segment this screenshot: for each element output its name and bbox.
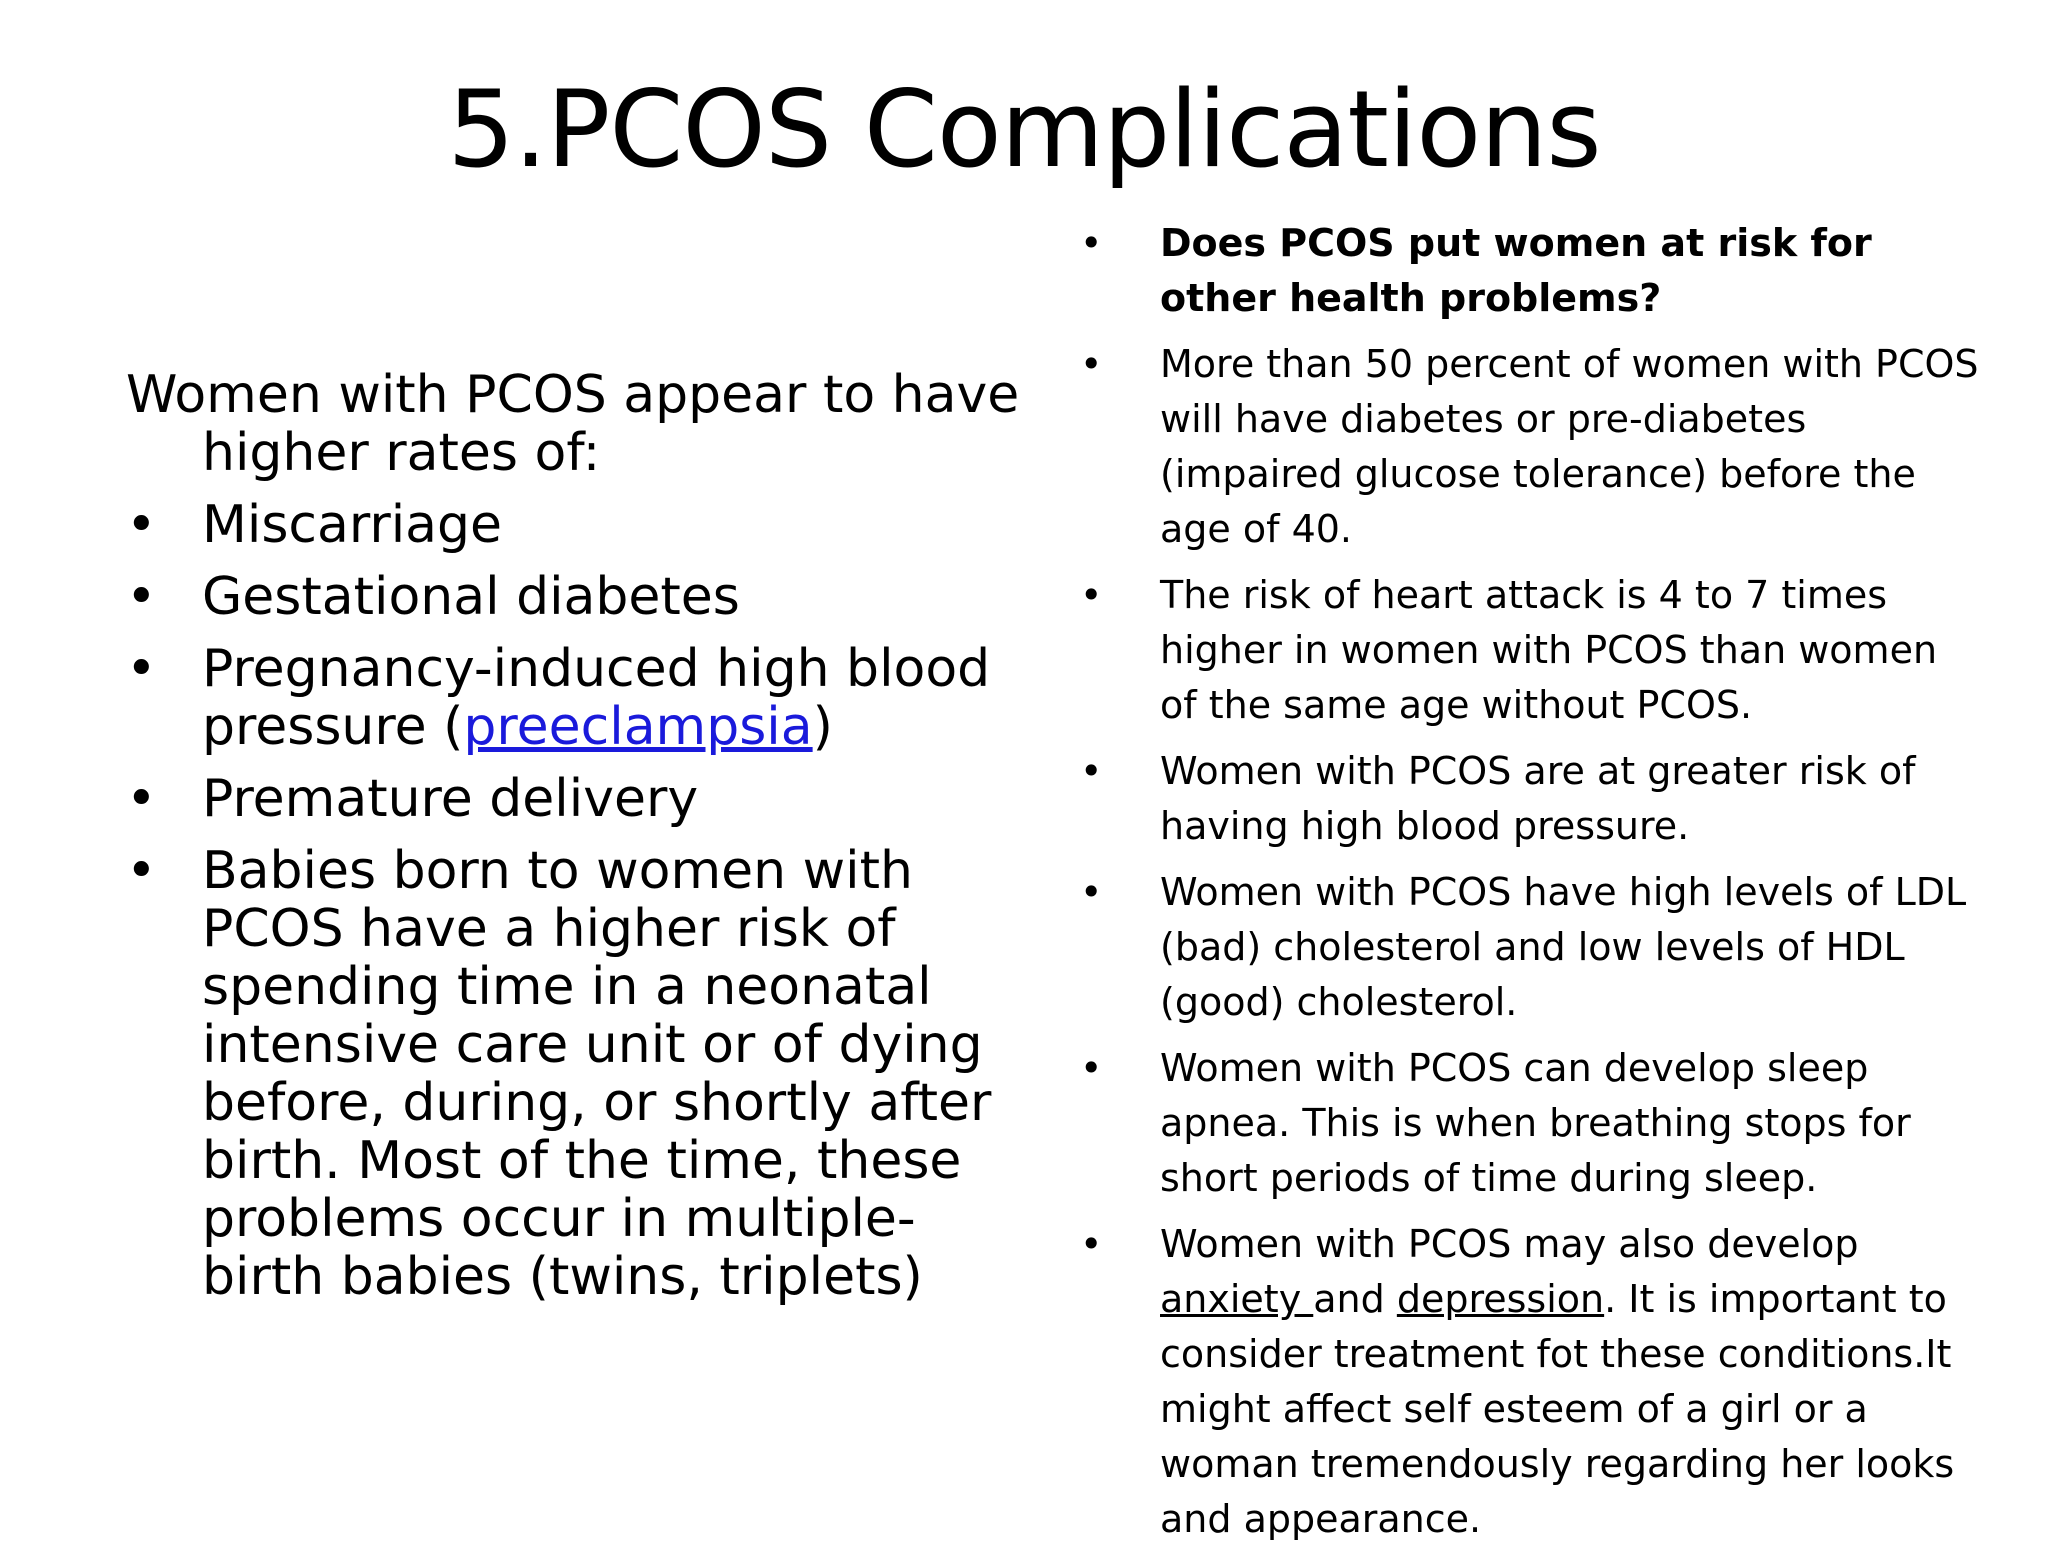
- question-text: Does PCOS put women at risk for other health problems?: [1160, 221, 1872, 320]
- list-item-question: [1080, 216, 1980, 326]
- right-column: [1080, 216, 1980, 1558]
- depression-link[interactable]: depression: [1396, 1277, 1605, 1321]
- bullet-icon: •: [1080, 1222, 1103, 1266]
- list-item: [1080, 865, 1980, 1030]
- list-item-text: More than 50 percent of women with PCOS will have diabetes or pre-diabetes (impaired glucose tolerance) before the age of 40.: [1160, 342, 1979, 551]
- anxiety-link[interactable]: anxiety: [1160, 1277, 1314, 1321]
- list-item: [1080, 1041, 1980, 1206]
- bullet-icon: •: [126, 495, 157, 555]
- bullet-icon: •: [1080, 749, 1103, 793]
- list-item-text: Premature delivery: [202, 769, 699, 829]
- left-bullet-list: [126, 496, 1026, 1306]
- list-item: [1080, 337, 1980, 557]
- list-item-text: Miscarriage: [202, 495, 503, 555]
- list-item-text-after: ): [812, 697, 833, 757]
- list-item-text: Women with PCOS can develop sleep apnea. This is when breathing stops for short periods of time during sleep.: [1160, 1046, 1911, 1200]
- list-item-text: Women with PCOS have high levels of LDL (bad) cholesterol and low levels of HDL (good) cholesterol.: [1160, 870, 1967, 1024]
- right-bullet-list: [1080, 216, 1980, 1547]
- preeclampsia-link[interactable]: preeclampsia: [463, 697, 813, 757]
- bullet-icon: •: [126, 841, 157, 901]
- list-item: [126, 770, 1026, 828]
- list-item-text: Women with PCOS are at greater risk of having high blood pressure.: [1160, 749, 1916, 848]
- list-item-text-before: Pregnancy-induced high blood pressure (: [202, 639, 991, 757]
- list-item: [126, 568, 1026, 626]
- left-column: [126, 366, 1026, 1320]
- bullet-icon: •: [1080, 573, 1103, 617]
- bullet-icon: •: [1080, 221, 1103, 265]
- left-intro-text: Women with PCOS appear to have higher rates of:: [126, 365, 1020, 483]
- list-item-text-part1: Women with PCOS may also develop: [1160, 1222, 1859, 1266]
- list-item-text-part3: . It is important to consider treatment fot these conditions.It might affect self esteem of a girl or a woman tremendously regarding her looks and appearance.: [1160, 1277, 1955, 1541]
- bullet-icon: •: [126, 639, 157, 699]
- bullet-icon: •: [1080, 870, 1103, 914]
- bullet-icon: •: [126, 567, 157, 627]
- bullet-icon: •: [126, 769, 157, 829]
- list-item-text: The risk of heart attack is 4 to 7 times higher in women with PCOS than women of the same age without PCOS.: [1160, 573, 1938, 727]
- bullet-icon: •: [1080, 1046, 1103, 1090]
- list-item-text: Gestational diabetes: [202, 567, 740, 627]
- list-item: [126, 640, 1026, 756]
- list-item: [126, 842, 1026, 1306]
- slide-title: 5.PCOS Complications: [447, 68, 1601, 191]
- list-item: [1080, 744, 1980, 854]
- bullet-icon: •: [1080, 342, 1103, 386]
- list-item-text-part2: and: [1313, 1277, 1397, 1321]
- list-item: [126, 496, 1026, 554]
- list-item: [1080, 568, 1980, 733]
- list-item-text: Babies born to women with PCOS have a higher risk of spending time in a neonatal intensive care unit or of dying before, during, or shortly after birth. Most of the time, these problems occur in multiple-birth babies (twins, triplets): [202, 841, 992, 1307]
- list-item: [1080, 1217, 1980, 1547]
